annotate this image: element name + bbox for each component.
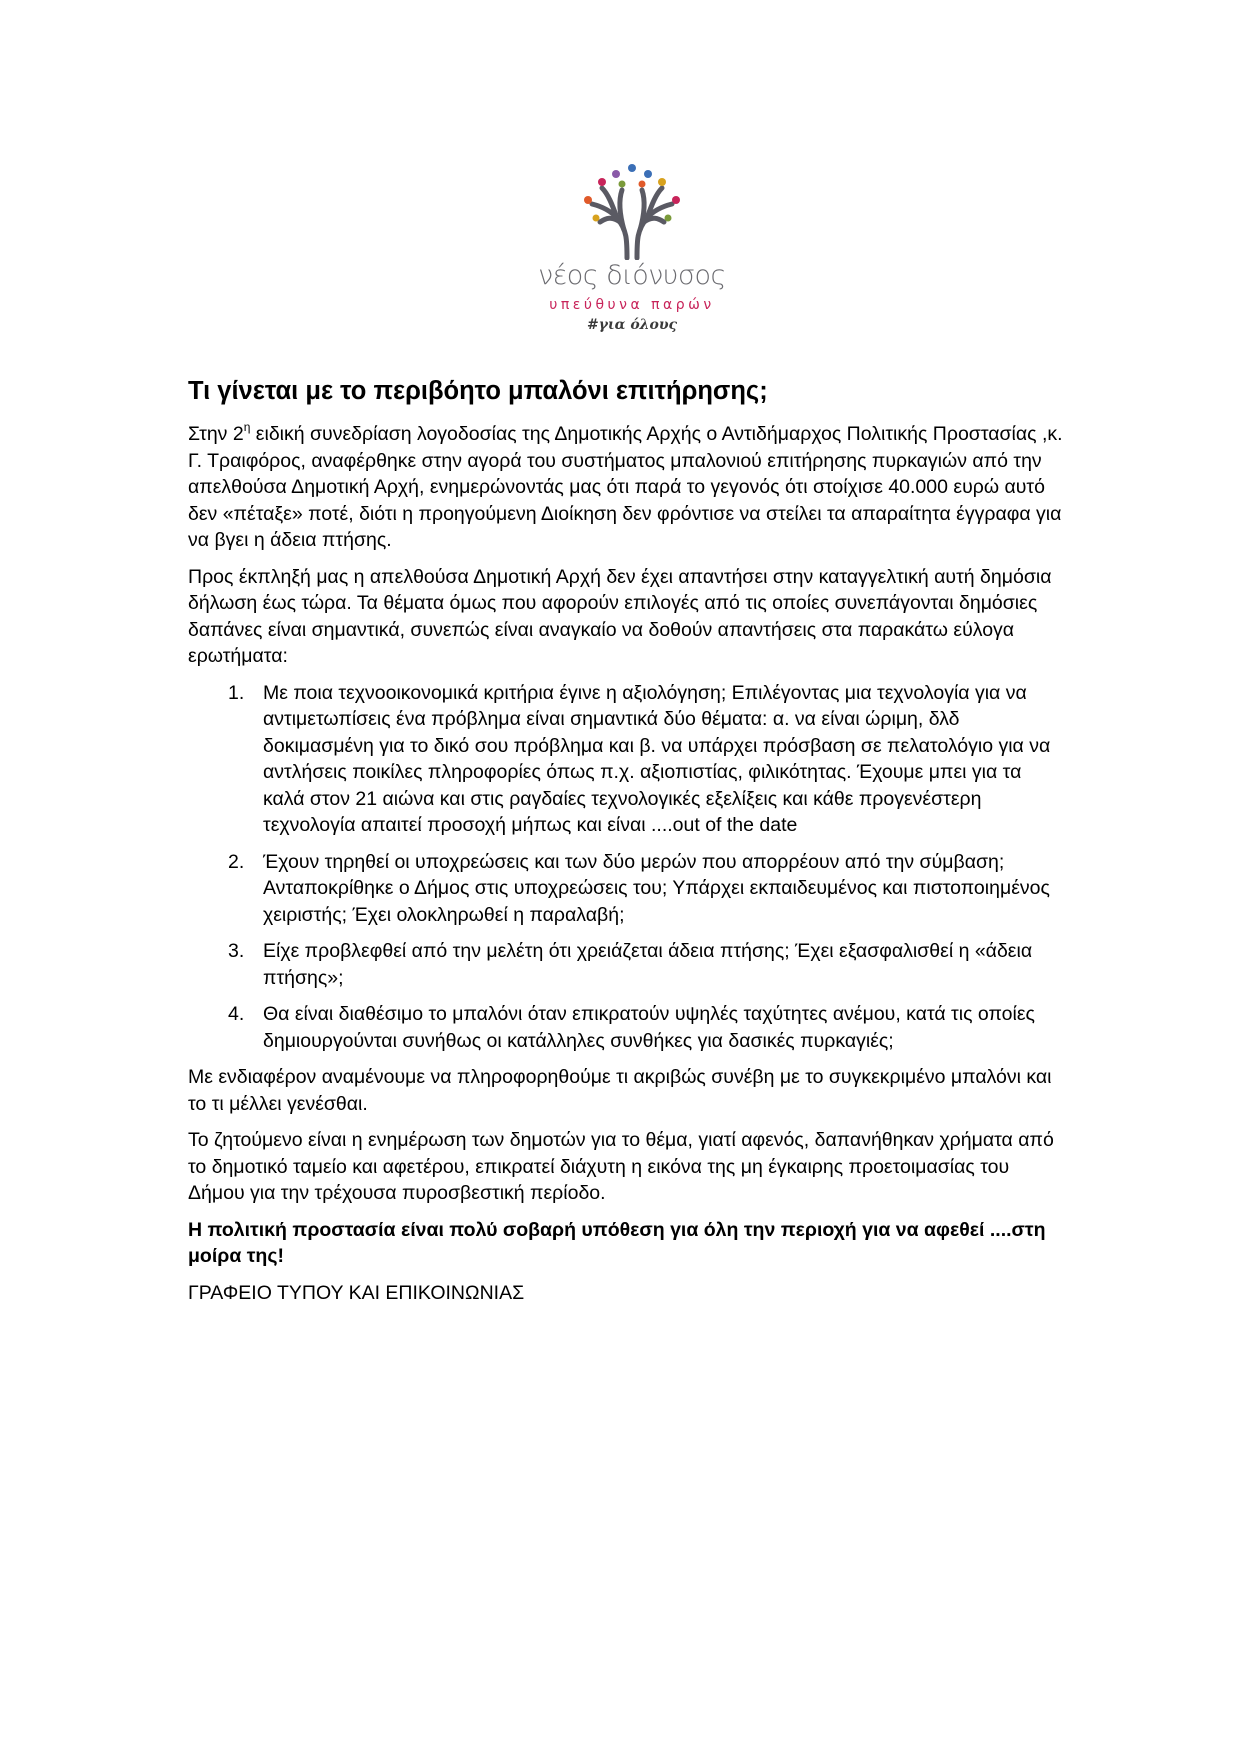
logo-hashtag: #για όλους bbox=[586, 317, 678, 333]
document-title: Τι γίνεται με το περιβόητο μπαλόνι επιτήρησης; bbox=[188, 377, 768, 405]
list-number: 2. bbox=[228, 850, 245, 873]
list-number: 3. bbox=[228, 940, 245, 962]
list-number: 1. bbox=[228, 681, 245, 704]
intro-paragraph bbox=[188, 421, 1068, 554]
paragraph-2: Προς έκπληξή μας η απελθούσα Δημοτική Αρχή δεν έχει απαντήσει στην καταγγελτική αυτή δημόσια δήλωση έως τώρα. Τα θέματα όμως που αφορούν επιλογές από τις οποίες συνεπάγονται δημόσιες δαπάνες είναι σημαντικά, συνεπώς είναι αναγκαίο να δοθούν απαντήσεις στα παρακάτω εύλογα ερωτήματα: bbox=[188, 565, 1052, 667]
paragraph-3: Με ενδιαφέρον αναμένουμε να πληροφορηθούμε τι ακριβώς συνέβη με το συγκεκριμένο μπαλόνι και το τι μέλλει γενέσθαι. bbox=[188, 1066, 1052, 1115]
intro-prefix: Στην 2 bbox=[188, 423, 244, 445]
paragraph-4: Το ζητούμενο είναι η ενημέρωση των δημοτών για το θέμα, γιατί αφενός, δαπανήθηκαν χρήματα από το δημοτικό ταμείο και αφετέρου, επικρατεί διάχυτη η εικόνα της μη έγκαιρης προετοιμασίας του Δήμου για την τρέχουσα πυροσβεστική περίοδο. bbox=[188, 1129, 1054, 1204]
logo bbox=[532, 160, 732, 340]
logo-name: νέος διόνυσος bbox=[538, 260, 726, 291]
list-text: Με ποια τεχνοοικονομικά κριτήρια έγινε η αξιολόγηση; Επιλέγοντας μια τεχνολογία για να αντιμετωπίσεις ένα πρόβλημα είναι σημαντικά δύο θέματα: α. να είναι ώριμη, δλδ δοκιμασμένη για το δικό σου πρόβλημα και β. να υπάρχει πρόσβαση σε πελατολόγιο για να αντλήσεις ποικίλες πληροφορίες όπως π.χ. αξιοπιστίας, φιλικότητας. Έχουμε μπει για τα καλά στον 21 αιώνα και στις ραγδαίες τεχνολογικές εξελίξεις και κάθε προγενέστερη τεχνολογία απαιτεί προσοχή μήπως και είναι ....out of the date bbox=[263, 681, 1051, 836]
tree-logo-icon bbox=[572, 160, 692, 260]
list-item bbox=[188, 938, 1068, 991]
list-text: Είχε προβλεφθεί από την μελέτη ότι χρειάζεται άδεια πτήσης; Έχει εξασφαλισθεί η «άδεια πτήσης»; bbox=[263, 940, 1033, 989]
list-text: Θα είναι διαθέσιμο το μπαλόνι όταν επικρατούν υψηλές ταχύτητες ανέμου, κατά τις οποίες δημιουργούνται συνήθως οι κατάλληλες συνθήκες για δασικές πυρκαγιές; bbox=[263, 1003, 1035, 1052]
intro-superscript: η bbox=[243, 420, 251, 434]
closing-statement: Η πολιτική προστασία είναι πολύ σοβαρή υπόθεση για όλη την περιοχή για να αφεθεί ....στη μοίρα της! bbox=[188, 1218, 1046, 1267]
document-body bbox=[188, 375, 1068, 1316]
list-number: 4. bbox=[228, 1003, 245, 1025]
list-item bbox=[188, 849, 1068, 929]
signature: ΓΡΑΦΕΙΟ ΤΥΠΟΥ ΚΑΙ ΕΠΙΚΟΙΝΩΝΙΑΣ bbox=[188, 1281, 525, 1304]
logo-tagline: υπεύθυνα παρών bbox=[549, 297, 715, 313]
list-item bbox=[188, 680, 1068, 839]
list-text: Έχουν τηρηθεί οι υποχρεώσεις και των δύο μερών που απορρέουν από την σύμβαση; Ανταποκρίθηκε ο Δήμος στις υποχρεώσεις του; Υπάρχει εκπαιδευμένος και πιστοποιημένος χειριστής; Έχει ολοκληρωθεί η παραλαβή; bbox=[263, 850, 1050, 926]
list-item bbox=[188, 1001, 1068, 1054]
questions-list bbox=[188, 680, 1068, 1055]
intro-rest: ειδική συνεδρίαση λογοδοσίας της Δημοτικής Αρχής ο Αντιδήμαρχος Πολιτικής Προστασίας ,κ. Γ. Τραιφόρος, αναφέρθηκε στην αγορά του συστήματος μπαλονιού επιτήρησης πυρκαγιών από την απελθούσα Δημοτική Αρχή, ενημερώνοντάς μας ότι παρά το γεγονός ότι στοίχισε 40.000 ευρώ αυτό δεν «πέταξε» ποτέ, διότι η προηγούμενη Διοίκηση δεν φρόντισε να στείλει τα απαραίτητα έγγραφα για να βγει η άδεια πτήσης. bbox=[188, 423, 1063, 551]
